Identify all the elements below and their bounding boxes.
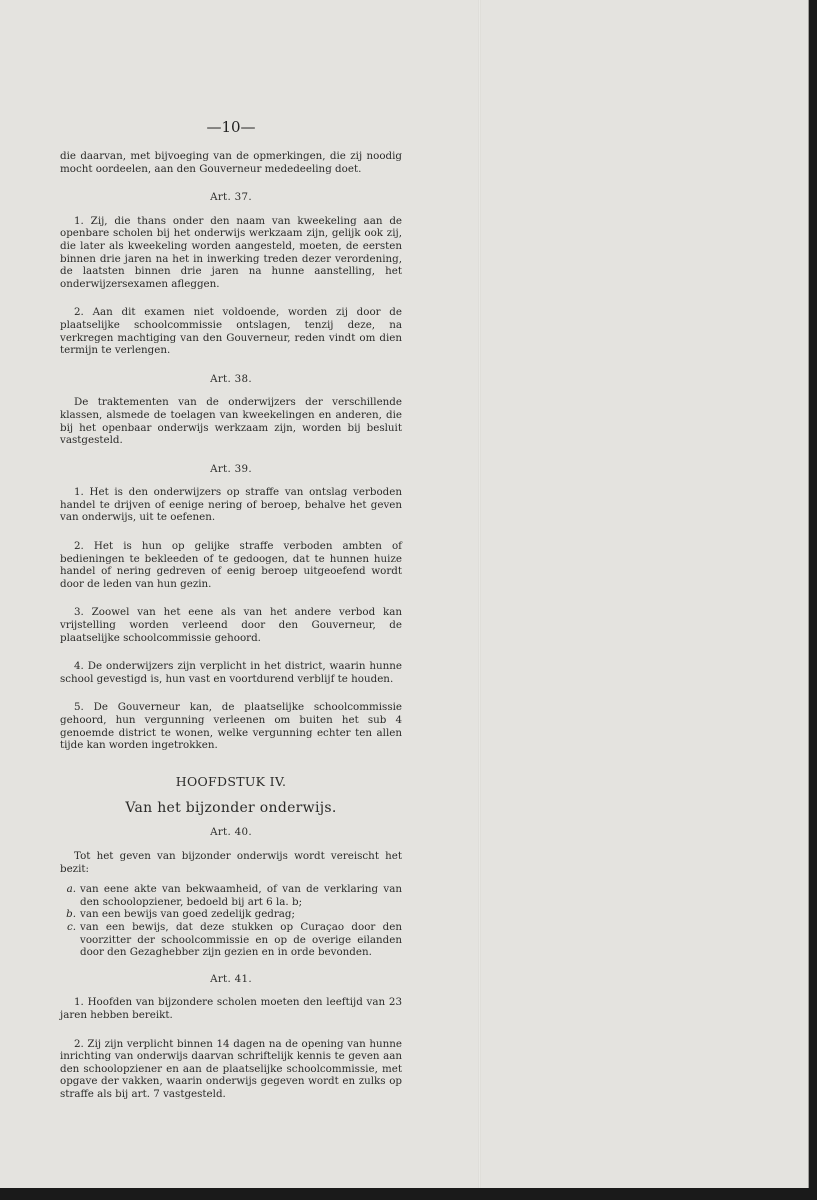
chapter-title: HOOFDSTUK IV. [175, 773, 287, 789]
article-40-heading: Art. 40. [210, 826, 252, 839]
article-40-list [60, 883, 402, 959]
list-text: van een bewijs van goed zedelijk gedrag; [80, 908, 295, 921]
article-39-para-1: 1. Het is den onderwijzers op straffe van ontslag verboden handel te drijven of eenige nering of beroep, behalve het geven van onderwijs, uit te oefenen. [60, 486, 402, 524]
article-39-para-3: 3. Zoowel van het eene als van het andere verbod kan vrijstelling worden verleend door den Gouverneur, de plaatselijke schoolcommissie gehoord. [60, 606, 402, 644]
list-marker: b. [66, 908, 76, 921]
article-39-heading: Art. 39. [210, 462, 252, 475]
article-41-para-2: 2. Zij zijn verplicht binnen 14 dagen na de opening van hunne inrichting van onderwijs daarvan schriftelijk kennis te geven aan den schoolopziener en aan de plaatselijke schoolcommissie, met opgave der vakken, waarin onderwijs gegeven wordt en zulks op straffe als bij art. 7 vastgesteld. [60, 1037, 402, 1100]
article-41-heading: Art. 41. [210, 972, 252, 985]
list-item [60, 921, 402, 959]
page-number: —10— [206, 118, 256, 136]
article-38-heading: Art. 38. [210, 372, 252, 385]
page-crease [478, 0, 481, 1188]
intro-paragraph: die daarvan, met bijvoeging van de opmerkingen, die zij noodig mocht oordeelen, aan den Gouverneur mededeeling doet. [60, 150, 402, 175]
article-37-heading: Art. 37. [210, 191, 252, 204]
article-37-para-2: 2. Aan dit examen niet voldoende, worden zij door de plaatselijke schoolcommissie ontslagen, tenzij deze, na verkregen machtiging van den Gouverneur, reden vindt om dien termijn te verlengen. [60, 306, 402, 357]
list-item [60, 883, 402, 908]
chapter-subtitle: Van het bijzonder onderwijs. [125, 800, 337, 817]
list-item [60, 908, 402, 921]
text-column [60, 118, 402, 1116]
list-marker: c. [66, 920, 76, 933]
list-text: van een bewijs, dat deze stukken op Curaçao door den voorzitter der schoolcommissie en op de overige eilanden door den Gezaghebber zijn gezien en in orde bevonden. [80, 920, 402, 959]
article-39-para-4: 4. De onderwijzers zijn verplicht in het district, waarin hunne school gevestigd is, hun vast en voortdurend verblijf te houden. [60, 660, 402, 685]
article-39-para-2: 2. Het is hun op gelijke straffe verboden ambten of bedieningen te bekleeden of te gedoogen, dat te hunnen huize handel of nering gedreven of eenig beroep uitgeoefend wordt door de leden van hun gezin. [60, 540, 402, 590]
list-marker: a. [66, 883, 76, 896]
article-39-para-5: 5. De Gouverneur kan, de plaatselijke schoolcommissie gehoord, hun vergunning verleenen om buiten het sub 4 genoemde district te wonen, welke vergunning echter ten allen tijde kan worden ingetrokken. [60, 701, 402, 752]
article-37-para-1: 1. Zij, die thans onder den naam van kweekeling aan de openbare scholen bij het onderwijs werkzaam zijn, gelijk ook zij, die later als kweekeling worden aangesteld, moeten, de eersten binnen drie jaren na het in inwerking treden dezer verordening, de laatsten binnen drie jaren na hunne aanstelling, het onderwijzersexamen afleggen. [60, 214, 402, 290]
list-text: van eene akte van bekwaamheid, of van de verklaring van den schoolopziener, bedoeld bij art 6 la. b; [80, 883, 402, 908]
article-38-para-1: De traktementen van de onderwijzers der verschillende klassen, alsmede de toelagen van kweekelingen en anderen, die bij het openbaar onderwijs werkzaam zijn, worden bij besluit vastgesteld. [60, 396, 402, 447]
article-40-para-1: Tot het geven van bijzonder onderwijs wordt vereischt het bezit: [60, 849, 402, 875]
article-41-para-1: 1. Hoofden van bijzondere scholen moeten den leeftijd van 23 jaren hebben bereikt. [60, 996, 402, 1021]
